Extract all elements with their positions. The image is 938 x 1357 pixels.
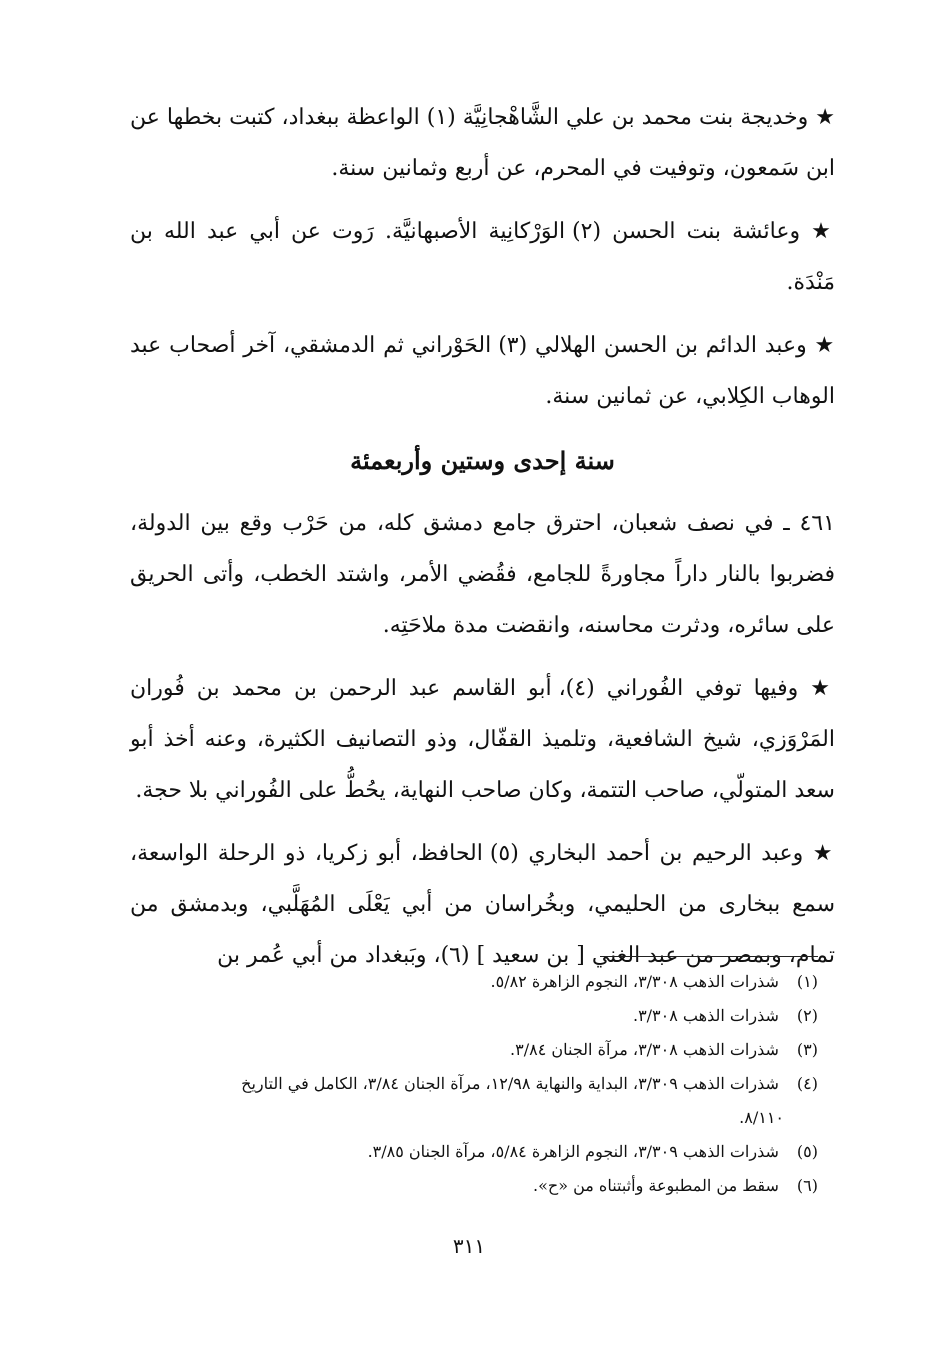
year-heading: سنة إحدى وستين وأربعمئة: [350, 446, 615, 475]
entry-aisha: ★ وعائشة بنت الحسن (٢) الوَرْكانِية الأصبهانيَّة. رَوت عن أبي عبد الله بن مَنْدَة.: [130, 219, 836, 295]
footnote-text: سقط من المطبوعة وأثبتناه من «ح».: [533, 1176, 779, 1195]
footnote-text: شذرات الذهب ٣/٣٠٨، مرآة الجنان ٣/٨٤.: [510, 1040, 779, 1059]
footnote-5: [118, 1135, 818, 1169]
entry-khadija: ★ وخديجة بنت محمد بن علي الشَّاهْجانِيَّة (١) الواعظة ببغداد، كتبت بخطها عن ابن سَمعون، وتوفيت في المحرم، عن أربع وثمانين سنة.: [130, 105, 836, 181]
footnote-number: (٦): [796, 1176, 818, 1195]
footnote-4-continuation: ٨/١١٠.: [739, 1108, 784, 1127]
footnote-number: (٣): [796, 1040, 818, 1059]
footnote-text: شذرات الذهب ٣/٣٠٨، النجوم الزاهرة ٥/٨٢.: [490, 972, 779, 991]
footnote-2: [118, 999, 818, 1033]
entry-furani: ★ وفيها توفي الفُوراني (٤)، أبو القاسم عبد الرحمن بن محمد بن فُوران المَرْوَزي، شيخ الشافعية، وتلميذ القفّال، وذو التصانيف الكثيرة، وعنه أخذ أبو سعد المتولّي، صاحب التتمة، وكان صاحب النهاية، يحُطُّ على الفُوراني بلا حجة.: [130, 676, 835, 803]
footnote-text: شذرات الذهب ٣/٣٠٩، النجوم الزاهرة ٥/٨٤، مرآة الجنان ٣/٨٥.: [367, 1142, 779, 1161]
event-461: ٤٦١ ـ في نصف شعبان، احترق جامع دمشق كله، من حَرْب وقع بين الدولة، فضربوا بالنار داراً مجاورةً للجامع، فقُضي الأمر، واشتد الخطب، وأتى الحريق على سائره، ودثرت محاسنه، وانقضت مدة ملاحَتِه.: [130, 511, 835, 638]
footnote-number: (٤): [796, 1074, 818, 1093]
footnote-number: (١): [796, 972, 818, 991]
footnote-6: [118, 1169, 818, 1203]
footnote-text: شذرات الذهب ٣/٣٠٩، البداية والنهاية ١٢/٩٨، مرآة الجنان ٣/٨٤، الكامل في التاريخ: [241, 1074, 779, 1093]
footnote-number: (٥): [796, 1142, 818, 1161]
footnote-1: [118, 965, 818, 999]
page-number: ٣١١: [452, 1234, 486, 1258]
footnote-4: [118, 1067, 818, 1101]
footnote-number: (٢): [796, 1006, 818, 1025]
entry-abd-al-daim: ★ وعبد الدائم بن الحسن الهلالي (٣) الحَوْراني ثم الدمشقي، آخر أصحاب عبد الوهاب الكِلابي، عن ثمانين سنة.: [130, 333, 836, 409]
footnote-3: [118, 1033, 818, 1067]
footnote-text: شذرات الذهب ٣/٣٠٨.: [632, 1006, 779, 1025]
footnotes: [118, 965, 818, 1203]
main-text: [130, 92, 835, 993]
footnote-divider: [600, 956, 818, 957]
entry-abd-al-rahim: ★ وعبد الرحيم بن أحمد البخاري (٥) الحافظ، أبو زكريا، ذو الرحلة الواسعة، سمع ببخارى من الحليمي، وبخُراسان من أبي يَعْلَى المُهَلَّبي، وبدمشق من تمام، وبمصر من عبد الغني [ بن سعيد ] (٦)، وبَبغداد من أبي عُمر بن: [130, 841, 835, 968]
